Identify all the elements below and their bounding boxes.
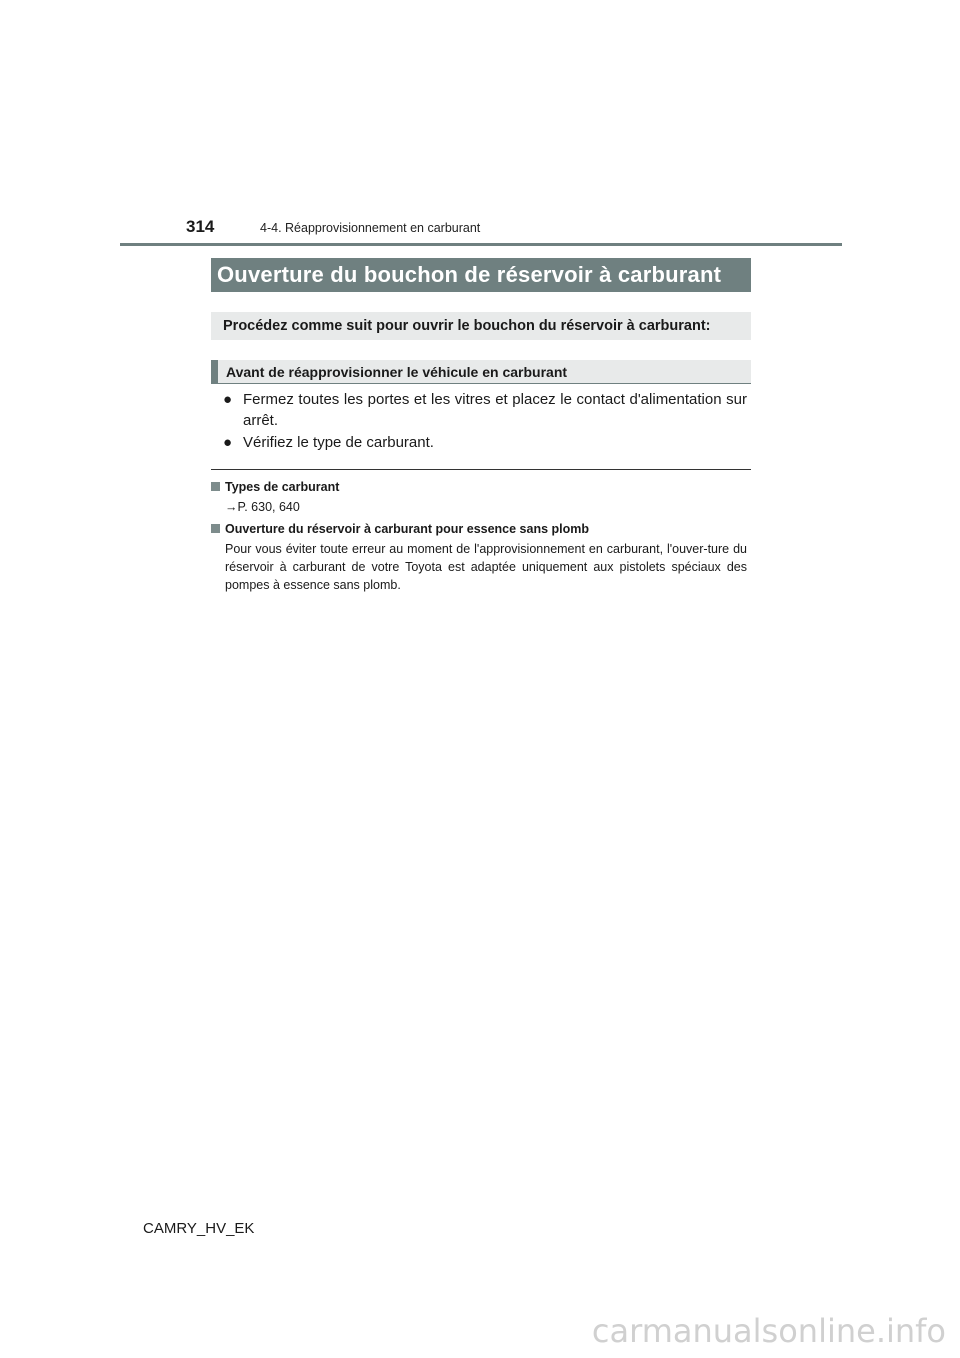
section-header: 4-4. Réapprovisionnement en carburant: [260, 221, 481, 235]
notes-section: [211, 479, 747, 599]
header-rule: [120, 243, 842, 246]
square-bullet-icon: [211, 524, 220, 533]
note-body: →P. 630, 640: [225, 500, 300, 514]
note-body: Pour vous éviter toute erreur au moment de l'approvisionnement en carburant, l'ouver-ture du réservoir à carburant de votre Toyota est adaptée uniquement aux pistolets spéciaux des pompes à essence sans plomb.: [225, 542, 747, 592]
bullet-list: [223, 389, 747, 454]
page-title: Ouverture du bouchon de réservoir à carburant: [211, 258, 751, 292]
bullet-text: Vérifiez le type de carburant.: [243, 434, 434, 451]
model-code: CAMRY_HV_EK: [143, 1220, 255, 1237]
intro-text: Procédez comme suit pour ouvrir le bouchon du réservoir à carburant:: [211, 312, 751, 340]
watermark: carmanualsonline.info: [591, 1312, 946, 1350]
page-number: 314: [186, 217, 215, 236]
square-bullet-icon: [211, 482, 220, 491]
bullet-icon: ●: [223, 434, 233, 451]
note-block: [211, 521, 747, 594]
note-title: [211, 521, 747, 537]
note-title: [211, 479, 747, 495]
note-title-text: Ouverture du réservoir à carburant pour essence sans plomb: [225, 522, 590, 536]
section-divider: [211, 469, 751, 470]
note-title-text: Types de carburant: [225, 480, 340, 494]
note-block: [211, 479, 747, 516]
list-item: [223, 389, 747, 431]
bullet-text: Fermez toutes les portes et les vitres et placez le contact d'alimentation sur arrêt.: [243, 391, 747, 429]
subsection-heading: Avant de réapprovisionner le véhicule en carburant: [211, 360, 751, 384]
bullet-icon: ●: [223, 391, 233, 408]
list-item: [223, 432, 747, 453]
